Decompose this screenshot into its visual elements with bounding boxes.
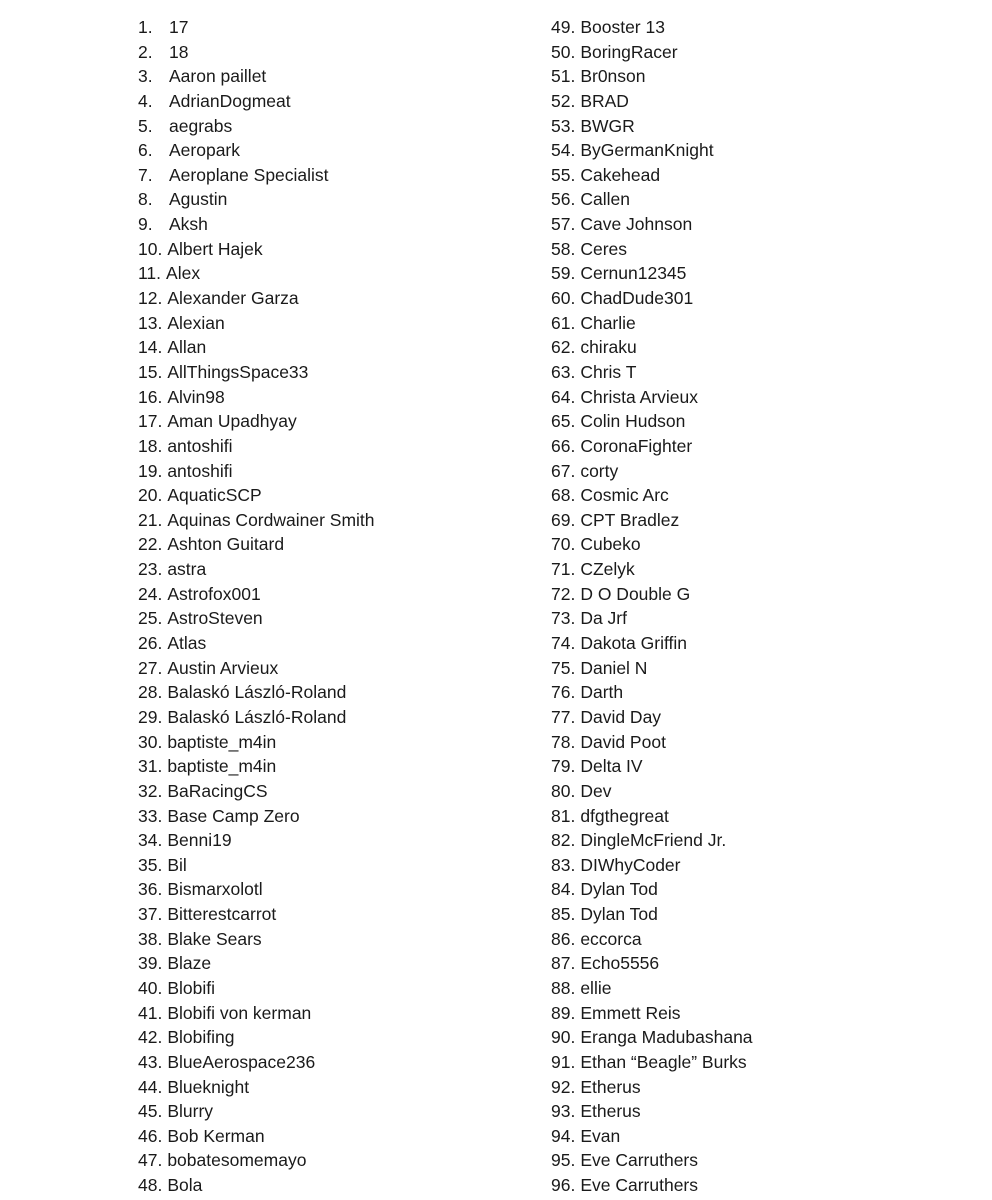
list-item-number: 45. — [138, 1101, 163, 1122]
list-item-name: 17 — [169, 17, 189, 37]
list-item-number: 75. — [551, 657, 576, 678]
list-item-name: Atlas — [167, 633, 207, 654]
list-item-name: Br0nson — [580, 66, 646, 87]
list-item-number: 1. — [138, 17, 153, 37]
list-item-number: 10. — [138, 238, 163, 259]
list-item — [551, 557, 971, 582]
list-item-name: Aaron paillet — [169, 66, 267, 87]
list-item-name: Balaskó László-Roland — [167, 682, 347, 703]
list-item — [138, 656, 518, 681]
list-item — [138, 114, 518, 139]
list-item-number: 36. — [138, 879, 163, 900]
list-item — [551, 754, 971, 779]
list-item-number: 42. — [138, 1027, 163, 1048]
list-item-name: Bitterestcarrot — [167, 904, 277, 925]
list-item-number: 17. — [138, 411, 163, 432]
list-item-name: Blaze — [167, 953, 212, 974]
list-item-number: 96. — [551, 1175, 576, 1196]
list-item-number: 21. — [138, 509, 163, 530]
list-item — [138, 902, 518, 927]
list-item — [551, 582, 971, 607]
list-item-name: BRAD — [580, 90, 629, 111]
list-item-number: 79. — [551, 756, 576, 777]
list-item-name: Echo5556 — [580, 953, 660, 974]
list-item — [138, 360, 518, 385]
list-item-number: 18. — [138, 435, 163, 456]
list-item-number: 3. — [138, 66, 153, 87]
list-item — [138, 951, 518, 976]
list-item-name: ByGermanKnight — [580, 140, 714, 161]
list-item-number: 73. — [551, 608, 576, 629]
list-item-number: 6. — [138, 140, 153, 161]
list-item-name: AquaticSCP — [167, 485, 262, 506]
list-item-number: 57. — [551, 214, 576, 235]
list-item-number: 46. — [138, 1125, 163, 1146]
list-item — [551, 1025, 971, 1050]
list-item-name: Albert Hajek — [167, 238, 263, 259]
list-item-name: 18 — [169, 41, 189, 62]
list-item — [551, 656, 971, 681]
list-item-name: BaRacingCS — [167, 780, 268, 801]
list-item-name: chiraku — [580, 337, 637, 358]
list-item-name: Agustin — [169, 189, 228, 210]
list-item — [138, 606, 518, 631]
list-item-number: 28. — [138, 682, 163, 703]
list-item-number: 66. — [551, 435, 576, 456]
list-item-number: 72. — [551, 583, 576, 604]
list-item — [551, 730, 971, 755]
list-item-number: 25. — [138, 608, 163, 629]
list-item — [138, 927, 518, 952]
list-item-name: baptiste_m4in — [167, 756, 277, 777]
list-item-number: 87. — [551, 953, 576, 974]
list-item-number: 39. — [138, 953, 163, 974]
list-item-number: 23. — [138, 559, 163, 580]
list-item — [551, 508, 971, 533]
list-item — [138, 409, 518, 434]
list-item-name: Blueknight — [167, 1076, 250, 1097]
list-item-name: Dakota Griffin — [580, 633, 687, 654]
list-item-number: 49. — [551, 17, 576, 37]
list-item — [138, 828, 518, 853]
list-item — [551, 1124, 971, 1149]
list-item-name: BlueAerospace236 — [167, 1051, 316, 1072]
list-item — [138, 15, 518, 40]
list-item — [138, 877, 518, 902]
list-item-name: Evan — [580, 1125, 621, 1146]
list-item-name: Blobifi von kerman — [167, 1002, 312, 1023]
list-item-number: 81. — [551, 805, 576, 826]
list-item-number: 22. — [138, 534, 163, 555]
list-item-number: 8. — [138, 189, 153, 210]
list-item — [138, 754, 518, 779]
list-item-name: BoringRacer — [580, 41, 678, 62]
list-item-number: 53. — [551, 115, 576, 136]
list-item-name: Cubeko — [580, 534, 641, 555]
list-item — [551, 409, 971, 434]
list-item — [551, 335, 971, 360]
list-item-name: antoshifi — [167, 460, 233, 481]
list-item — [138, 1050, 518, 1075]
list-item — [138, 64, 518, 89]
list-item — [138, 434, 518, 459]
list-item-name: Emmett Reis — [580, 1002, 681, 1023]
list-item — [138, 483, 518, 508]
list-item — [138, 1124, 518, 1149]
list-item-name: Christa Arvieux — [580, 386, 699, 407]
list-item — [551, 459, 971, 484]
list-item-number: 83. — [551, 854, 576, 875]
list-item-name: Dev — [580, 780, 612, 801]
list-item-name: Aman Upadhyay — [167, 411, 297, 432]
list-item-name: BWGR — [580, 115, 635, 136]
list-item-number: 47. — [138, 1150, 163, 1171]
list-item-number: 65. — [551, 411, 576, 432]
list-item-number: 13. — [138, 312, 163, 333]
list-item-name: Alex — [166, 263, 201, 284]
list-item-name: Bob Kerman — [167, 1125, 265, 1146]
list-item-name: Aeroplane Specialist — [169, 164, 329, 185]
list-item-name: D O Double G — [580, 583, 691, 604]
list-item — [551, 1099, 971, 1124]
list-item — [551, 1173, 971, 1198]
list-item — [138, 138, 518, 163]
list-item-number: 35. — [138, 854, 163, 875]
list-item-number: 11. — [138, 263, 162, 284]
list-item-name: Dylan Tod — [580, 904, 658, 925]
list-item — [138, 1148, 518, 1173]
list-item-name: Base Camp Zero — [167, 805, 300, 826]
list-item — [551, 187, 971, 212]
list-item-number: 94. — [551, 1125, 576, 1146]
list-item-number: 74. — [551, 633, 576, 654]
list-item-number: 85. — [551, 904, 576, 925]
list-item-number: 43. — [138, 1051, 163, 1072]
list-item-number: 80. — [551, 780, 576, 801]
list-item-number: 30. — [138, 731, 163, 752]
list-item — [138, 1025, 518, 1050]
list-item — [138, 730, 518, 755]
list-item — [138, 335, 518, 360]
list-item-number: 38. — [138, 928, 163, 949]
list-item — [551, 1001, 971, 1026]
list-item — [551, 1050, 971, 1075]
list-item — [138, 261, 518, 286]
list-item-number: 9. — [138, 214, 153, 235]
list-item-name: Dylan Tod — [580, 879, 658, 900]
list-item-name: Etherus — [580, 1076, 641, 1097]
list-item-number: 61. — [551, 312, 576, 333]
list-item-number: 84. — [551, 879, 576, 900]
list-item-number: 62. — [551, 337, 576, 358]
list-item-number: 60. — [551, 288, 576, 309]
list-item-name: antoshifi — [167, 435, 233, 456]
list-item-name: Charlie — [580, 312, 636, 333]
list-item-number: 58. — [551, 238, 576, 259]
list-item — [551, 680, 971, 705]
list-item-name: bobatesomemayo — [167, 1150, 307, 1171]
list-item — [551, 15, 971, 40]
list-item-number: 29. — [138, 706, 163, 727]
list-item-number: 90. — [551, 1027, 576, 1048]
list-item-number: 50. — [551, 41, 576, 62]
list-item-number: 78. — [551, 731, 576, 752]
list-item — [551, 237, 971, 262]
list-item-number: 27. — [138, 657, 163, 678]
list-item-name: David Poot — [580, 731, 666, 752]
list-item-number: 67. — [551, 460, 576, 481]
list-item-number: 37. — [138, 904, 163, 925]
list-item — [138, 212, 518, 237]
list-item-name: Astrofox001 — [167, 583, 261, 604]
list-item-name: AstroSteven — [167, 608, 263, 629]
list-item — [551, 828, 971, 853]
list-item — [138, 459, 518, 484]
list-item-number: 4. — [138, 90, 153, 111]
list-item-name: Cernun12345 — [580, 263, 687, 284]
list-item — [551, 951, 971, 976]
list-item-number: 34. — [138, 830, 163, 851]
list-item-name: Blurry — [167, 1101, 214, 1122]
list-item-name: Cave Johnson — [580, 214, 693, 235]
list-item-number: 92. — [551, 1076, 576, 1097]
list-item-name: Darth — [580, 682, 624, 703]
list-item-number: 20. — [138, 485, 163, 506]
list-item-number: 16. — [138, 386, 163, 407]
list-item-number: 44. — [138, 1076, 163, 1097]
list-item-number: 51. — [551, 66, 576, 87]
list-item — [138, 237, 518, 262]
list-item — [138, 1075, 518, 1100]
list-item-number: 40. — [138, 977, 163, 998]
list-item — [138, 1173, 518, 1198]
list-item — [138, 631, 518, 656]
list-item-name: Balaskó László-Roland — [167, 706, 347, 727]
list-item — [138, 385, 518, 410]
list-item-name: AllThingsSpace33 — [167, 361, 309, 382]
list-item-name: Cosmic Arc — [580, 485, 669, 506]
list-item-name: Etherus — [580, 1101, 641, 1122]
list-item — [551, 89, 971, 114]
list-item — [138, 508, 518, 533]
list-item — [551, 705, 971, 730]
list-item-name: Alexander Garza — [167, 288, 299, 309]
list-item — [551, 261, 971, 286]
name-list-left-column — [138, 15, 518, 1198]
list-item-number: 71. — [551, 559, 576, 580]
list-item-number: 5. — [138, 115, 153, 136]
list-item-name: Alexian — [167, 312, 225, 333]
list-item-name: Blobifi — [167, 977, 215, 998]
list-item — [551, 286, 971, 311]
list-item — [138, 286, 518, 311]
list-item — [551, 927, 971, 952]
list-item-name: dfgthegreat — [580, 805, 669, 826]
list-item-name: David Day — [580, 706, 662, 727]
list-item — [551, 212, 971, 237]
list-item-name: ellie — [580, 977, 612, 998]
list-item — [138, 40, 518, 65]
list-item-name: corty — [580, 460, 619, 481]
list-item — [551, 434, 971, 459]
list-item — [138, 804, 518, 829]
list-item-name: Eranga Madubashana — [580, 1027, 753, 1048]
list-item-number: 59. — [551, 263, 576, 284]
list-item — [551, 532, 971, 557]
list-item — [138, 311, 518, 336]
list-item-name: AdrianDogmeat — [169, 90, 291, 111]
list-item-name: Aquinas Cordwainer Smith — [167, 509, 375, 530]
list-item-name: Aksh — [169, 214, 208, 235]
list-item-name: CPT Bradlez — [580, 509, 680, 530]
list-item — [138, 89, 518, 114]
list-item-number: 89. — [551, 1002, 576, 1023]
list-item-name: baptiste_m4in — [167, 731, 277, 752]
list-item-name: Callen — [580, 189, 630, 210]
list-item — [551, 804, 971, 829]
list-item-number: 33. — [138, 805, 163, 826]
list-item-number: 19. — [138, 460, 163, 481]
list-item-number: 56. — [551, 189, 576, 210]
list-item-name: Da Jrf — [580, 608, 628, 629]
list-item-number: 26. — [138, 633, 163, 654]
list-item-name: Aeropark — [169, 140, 241, 161]
list-item — [551, 1148, 971, 1173]
list-item-name: Allan — [167, 337, 207, 358]
list-item — [551, 976, 971, 1001]
list-item-number: 93. — [551, 1101, 576, 1122]
list-item-number: 55. — [551, 164, 576, 185]
list-item-name: Eve Carruthers — [580, 1175, 699, 1196]
list-item-number: 88. — [551, 977, 576, 998]
list-item-name: Booster 13 — [580, 17, 665, 37]
list-item-number: 54. — [551, 140, 576, 161]
list-item-number: 69. — [551, 509, 576, 530]
list-item — [551, 114, 971, 139]
list-item-name: Bismarxolotl — [167, 879, 263, 900]
list-item-name: Alvin98 — [167, 386, 225, 407]
list-item-name: Cakehead — [580, 164, 661, 185]
list-item-name: CoronaFighter — [580, 435, 693, 456]
list-item-name: Ethan “Beagle” Burks — [580, 1051, 747, 1072]
list-item-number: 15. — [138, 361, 163, 382]
list-item — [138, 532, 518, 557]
list-item-number: 68. — [551, 485, 576, 506]
list-item-number: 76. — [551, 682, 576, 703]
list-item — [138, 853, 518, 878]
list-item — [551, 606, 971, 631]
list-item-name: DIWhyCoder — [580, 854, 681, 875]
list-item — [551, 64, 971, 89]
list-item-name: Colin Hudson — [580, 411, 686, 432]
list-item — [551, 1075, 971, 1100]
list-item — [138, 187, 518, 212]
list-item-name: CZelyk — [580, 559, 635, 580]
list-item-number: 63. — [551, 361, 576, 382]
list-item-number: 82. — [551, 830, 576, 851]
list-item-number: 77. — [551, 706, 576, 727]
list-item-name: Delta IV — [580, 756, 643, 777]
list-item-number: 52. — [551, 90, 576, 111]
list-item — [138, 680, 518, 705]
list-item — [551, 483, 971, 508]
list-item — [551, 779, 971, 804]
list-item-number: 95. — [551, 1150, 576, 1171]
list-item — [138, 1001, 518, 1026]
name-list-right-column — [551, 15, 971, 1198]
list-item-number: 86. — [551, 928, 576, 949]
list-item — [551, 163, 971, 188]
list-item-number: 32. — [138, 780, 163, 801]
list-item — [551, 385, 971, 410]
list-item-name: ChadDude301 — [580, 288, 694, 309]
list-item — [551, 311, 971, 336]
list-item — [551, 40, 971, 65]
list-item-name: Eve Carruthers — [580, 1150, 699, 1171]
list-item — [138, 1099, 518, 1124]
list-item-name: Ashton Guitard — [167, 534, 285, 555]
list-item-name: aegrabs — [169, 115, 233, 136]
list-item — [551, 902, 971, 927]
list-item-name: DingleMcFriend Jr. — [580, 830, 727, 851]
list-item-number: 14. — [138, 337, 163, 358]
list-item-name: eccorca — [580, 928, 642, 949]
list-item — [551, 853, 971, 878]
list-item-name: Ceres — [580, 238, 628, 259]
list-item-name: Blake Sears — [167, 928, 262, 949]
list-item-number: 64. — [551, 386, 576, 407]
list-item — [138, 163, 518, 188]
list-item-name: Daniel N — [580, 657, 648, 678]
list-item-number: 48. — [138, 1175, 163, 1196]
list-item-name: Benni19 — [167, 830, 232, 851]
list-item-number: 31. — [138, 756, 163, 777]
list-item — [138, 705, 518, 730]
list-item — [138, 582, 518, 607]
list-item-number: 12. — [138, 288, 163, 309]
list-item — [551, 877, 971, 902]
list-item-name: Austin Arvieux — [167, 657, 279, 678]
list-item — [138, 976, 518, 1001]
list-item-name: Bil — [167, 854, 187, 875]
list-item-name: Bola — [167, 1175, 203, 1196]
list-item-number: 70. — [551, 534, 576, 555]
list-item-name: Blobifing — [167, 1027, 235, 1048]
list-item-number: 91. — [551, 1051, 576, 1072]
list-item-name: astra — [167, 559, 207, 580]
list-item-name: Chris T — [580, 361, 637, 382]
list-item — [138, 779, 518, 804]
list-item — [551, 631, 971, 656]
list-item — [551, 360, 971, 385]
list-item — [551, 138, 971, 163]
list-item-number: 2. — [138, 41, 153, 62]
list-item — [138, 557, 518, 582]
list-item-number: 7. — [138, 164, 153, 185]
list-item-number: 41. — [138, 1002, 163, 1023]
list-item-number: 24. — [138, 583, 163, 604]
